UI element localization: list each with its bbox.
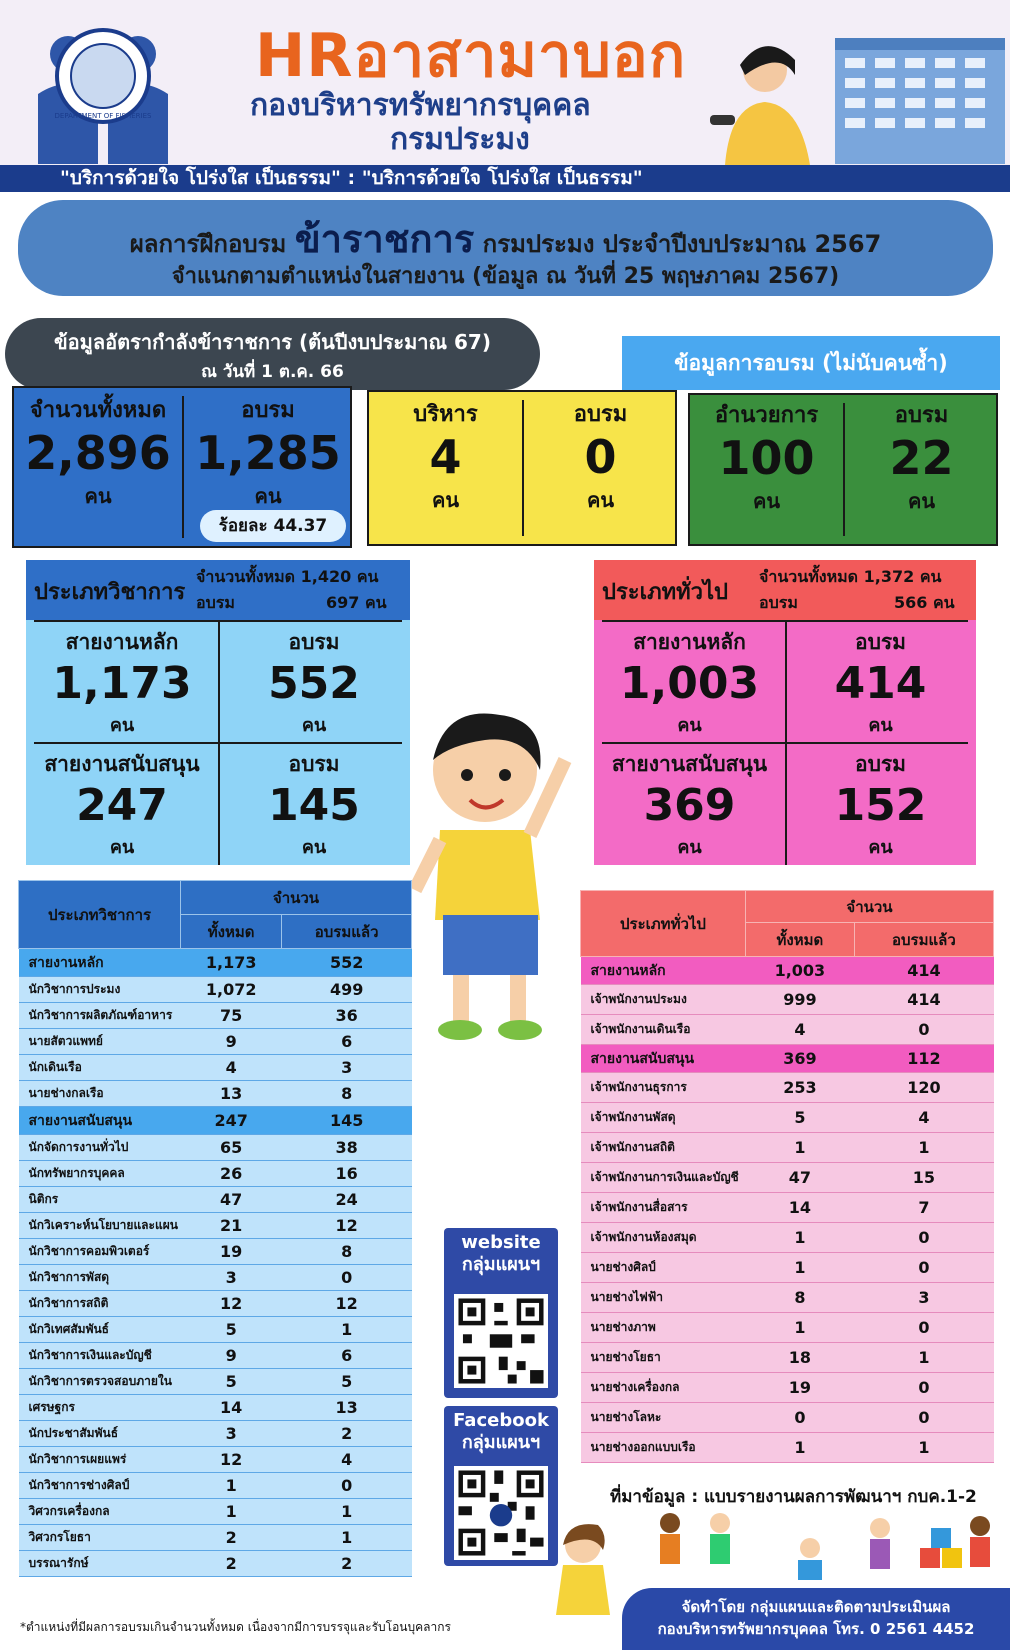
table-cell-name: สายงานหลัก — [19, 949, 181, 977]
academic-header — [26, 560, 410, 620]
data-source: ที่มาข้อมูล : แบบรายงานผลการพัฒนาฯ กบค.1-2 — [610, 1487, 977, 1507]
table-cell-trained: 1 — [854, 1433, 993, 1463]
table-cell-trained: 12 — [282, 1291, 412, 1317]
unit-label: คน — [109, 836, 135, 858]
table-cell-name: นักทรัพยากรบุคคล — [19, 1161, 181, 1187]
general-table-type-header: ประเภททั่วไป — [581, 891, 746, 957]
general-category-box — [594, 560, 976, 865]
table-row — [581, 1313, 994, 1343]
table-cell-total: 9 — [181, 1343, 282, 1369]
facebook-promo-title — [444, 1406, 558, 1454]
table-cell-total: 75 — [181, 1003, 282, 1029]
academic-category-box — [26, 560, 410, 865]
director-trained-value: 22 — [889, 431, 954, 485]
total-value: 2,896 — [25, 426, 171, 480]
trained-value: 1,285 — [195, 426, 341, 480]
table-cell-total: 1,003 — [746, 957, 855, 985]
table-row — [19, 1421, 412, 1447]
footer-credit — [622, 1588, 1010, 1650]
trained-label: อบรม — [241, 398, 295, 423]
table-row — [19, 1029, 412, 1055]
table-cell-total: 1,072 — [181, 977, 282, 1003]
table-row — [19, 1187, 412, 1213]
footer-line-2: กองบริหารทรัพยากรบุคคล โทร. 0 2561 4452 — [657, 1620, 975, 1638]
header-subtitle-division: กองบริหารทรัพยากรบุคคล — [250, 88, 591, 123]
academic-support-label: สายงานสนับสนุน — [44, 752, 200, 776]
table-cell-total: 5 — [181, 1369, 282, 1395]
table-cell-name: นักวิชาการช่างศิลป์ — [19, 1473, 181, 1499]
academic-main-cell — [26, 620, 218, 739]
boy-illustration — [405, 700, 575, 1050]
table-cell-total: 65 — [181, 1135, 282, 1161]
table-row — [19, 1551, 412, 1577]
general-main-trained-label: อบรม — [854, 630, 907, 654]
table-group-row — [581, 1045, 994, 1073]
executive-trained-cell — [524, 396, 677, 516]
table-cell-name: นายสัตวแพทย์ — [19, 1029, 181, 1055]
table-cell-total: 1 — [746, 1433, 855, 1463]
table-cell-name: เจ้าพนักงานพัสดุ — [581, 1103, 746, 1133]
table-cell-total: 3 — [181, 1421, 282, 1447]
table-cell-name: นักเดินเรือ — [19, 1055, 181, 1081]
logo-text: DEPARTMENT OF FISHERIES — [54, 112, 152, 120]
table-cell-name: เจ้าพนักงานสถิติ — [581, 1133, 746, 1163]
general-support-value: 369 — [643, 780, 736, 831]
table-group-row — [19, 1107, 412, 1135]
table-cell-name: นายช่างภาพ — [581, 1313, 746, 1343]
table-cell-name: นักวิชาการสถิติ — [19, 1291, 181, 1317]
table-row — [19, 1135, 412, 1161]
table-cell-total: 4 — [181, 1055, 282, 1081]
header-banner — [0, 0, 1010, 192]
table-cell-name: นักวิชาการผลิตภัณฑ์อาหาร — [19, 1003, 181, 1029]
table-cell-trained: 0 — [854, 1403, 993, 1433]
table-cell-name: นักวิชาการพัสดุ — [19, 1265, 181, 1291]
table-cell-total: 2 — [181, 1551, 282, 1577]
director-value: 100 — [718, 431, 815, 485]
table-cell-trained: 5 — [282, 1369, 412, 1395]
table-cell-name: สายงานหลัก — [581, 957, 746, 985]
table-cell-name: เจ้าพนักงานเดินเรือ — [581, 1015, 746, 1045]
table-row — [19, 1369, 412, 1395]
footer-line-1: จัดทำโดย กลุ่มแผนและติดตามประเมินผล — [681, 1598, 951, 1616]
director-trained-label: อบรม — [894, 403, 949, 428]
table-row — [19, 1265, 412, 1291]
table-row — [581, 1223, 994, 1253]
academic-main-label: สายงานหลัก — [65, 630, 179, 654]
academic-main-trained-label: อบรม — [288, 630, 340, 654]
table-row — [19, 1161, 412, 1187]
general-trained-info-label: อบรม — [759, 593, 798, 612]
unit-label: คน — [868, 714, 893, 736]
table-cell-total: 1 — [746, 1133, 855, 1163]
girl-illustration — [548, 1520, 618, 1620]
general-table-trained-header: อบรมแล้ว — [854, 923, 993, 957]
general-total-info-text: จำนวนทั้งหมด 1,372 คน — [759, 567, 942, 586]
unit-label: คน — [586, 487, 615, 512]
table-row — [581, 1343, 994, 1373]
table-cell-trained: 0 — [854, 1373, 993, 1403]
academic-trained-info-label: อบรม — [196, 593, 235, 612]
table-cell-trained: 6 — [282, 1029, 412, 1055]
academic-support-value: 247 — [76, 780, 168, 831]
table-cell-name: วิศวกรเครื่องกล — [19, 1499, 181, 1525]
academic-table-body — [19, 949, 412, 1577]
slogan-bar: "บริการด้วยใจ โปร่งใส เป็นธรรม" : "บริการด้วยใจ โปร่งใส เป็นธรรม" — [0, 165, 1010, 192]
general-name: ประเภททั่วไป — [602, 580, 729, 605]
table-cell-trained: 36 — [282, 1003, 412, 1029]
table-cell-total: 8 — [746, 1283, 855, 1313]
academic-name: ประเภทวิชาการ — [34, 580, 186, 605]
unit-label: คน — [752, 488, 781, 513]
facebook-group-label: กลุ่มแผนฯ — [461, 1432, 541, 1453]
table-cell-trained: 2 — [282, 1421, 412, 1447]
training-info-label: ข้อมูลการอบรม (ไม่นับคนซ้ำ) — [622, 336, 1000, 390]
table-cell-trained: 0 — [854, 1313, 993, 1343]
table-cell-total: 47 — [746, 1163, 855, 1193]
academic-main-trained-value: 552 — [268, 658, 360, 709]
general-main-trained-cell — [785, 620, 976, 739]
table-cell-trained: 7 — [854, 1193, 993, 1223]
table-cell-total: 1 — [181, 1499, 282, 1525]
table-row — [581, 1403, 994, 1433]
general-main-label: สายงานหลัก — [633, 630, 746, 654]
unit-label: คน — [907, 488, 936, 513]
table-row — [19, 1213, 412, 1239]
table-cell-name: นักวิชาการคอมพิวเตอร์ — [19, 1239, 181, 1265]
table-row — [19, 1055, 412, 1081]
table-cell-total: 5 — [181, 1317, 282, 1343]
academic-grid — [26, 620, 410, 865]
table-cell-name: วิศวกรโยธา — [19, 1525, 181, 1551]
table-cell-total: 247 — [181, 1107, 282, 1135]
table-row — [19, 1473, 412, 1499]
table-cell-total: 5 — [746, 1103, 855, 1133]
table-cell-total: 9 — [181, 1029, 282, 1055]
table-cell-total: 3 — [181, 1265, 282, 1291]
total-cell — [14, 392, 182, 512]
table-cell-trained: 0 — [854, 1015, 993, 1045]
table-cell-trained: 15 — [854, 1163, 993, 1193]
table-cell-total: 47 — [181, 1187, 282, 1213]
table-row — [581, 1193, 994, 1223]
unit-label: คน — [868, 836, 893, 858]
director-trained-cell — [845, 397, 998, 517]
table-cell-trained: 552 — [282, 949, 412, 977]
table-cell-name: นายช่างโยธา — [581, 1343, 746, 1373]
table-cell-trained: 8 — [282, 1239, 412, 1265]
table-cell-trained: 3 — [854, 1283, 993, 1313]
trained-cell — [184, 392, 352, 512]
table-row — [581, 1373, 994, 1403]
table-cell-trained: 414 — [854, 957, 993, 985]
table-row — [581, 1163, 994, 1193]
table-row — [581, 1283, 994, 1313]
total-label: จำนวนทั้งหมด — [29, 398, 167, 423]
table-cell-total: 999 — [746, 985, 855, 1015]
table-cell-name: สายงานสนับสนุน — [581, 1045, 746, 1073]
academic-main-trained-cell — [218, 620, 410, 739]
workforce-rate-title: ข้อมูลอัตรากำลังข้าราชการ (ต้นปีงบประมาณ 67) — [54, 330, 491, 354]
title-prefix: ผลการฝึกอบรม — [129, 230, 287, 258]
table-cell-trained: 1 — [854, 1133, 993, 1163]
table-row — [19, 1395, 412, 1421]
table-cell-name: นายช่างศิลป์ — [581, 1253, 746, 1283]
table-cell-name: นายช่างกลเรือ — [19, 1081, 181, 1107]
table-cell-name: นักวิชาการเผยแพร่ — [19, 1447, 181, 1473]
academic-support-cell — [26, 742, 218, 861]
table-cell-name: เจ้าพนักงานธุรการ — [581, 1073, 746, 1103]
table-cell-total: 4 — [746, 1015, 855, 1045]
table-cell-total: 26 — [181, 1161, 282, 1187]
table-cell-name: นักวิเคราะห์นโยบายและแผน — [19, 1213, 181, 1239]
title-suffix: กรมประมง ประจำปีงบประมาณ 2567 — [482, 230, 882, 258]
table-cell-trained: 0 — [282, 1265, 412, 1291]
table-cell-trained: 24 — [282, 1187, 412, 1213]
director-cell — [690, 397, 843, 517]
general-support-cell — [594, 742, 785, 861]
executive-trained-label: อบรม — [573, 402, 628, 427]
unit-label: คน — [301, 836, 327, 858]
table-row — [19, 977, 412, 1003]
academic-table-type-header: ประเภทวิชาการ — [19, 881, 181, 949]
general-support-trained-label: อบรม — [854, 752, 907, 776]
general-header — [594, 560, 976, 620]
table-cell-total: 14 — [181, 1395, 282, 1421]
executive-value: 4 — [429, 430, 462, 484]
table-cell-trained: 38 — [282, 1135, 412, 1161]
table-cell-trained: 414 — [854, 985, 993, 1015]
table-cell-total: 18 — [746, 1343, 855, 1373]
website-qr-code[interactable] — [454, 1294, 548, 1388]
table-cell-total: 13 — [181, 1081, 282, 1107]
table-cell-trained: 145 — [282, 1107, 412, 1135]
table-cell-total: 1 — [746, 1253, 855, 1283]
table-cell-trained: 4 — [854, 1103, 993, 1133]
academic-total-info-text: จำนวนทั้งหมด 1,420 คน — [196, 567, 379, 586]
table-cell-total: 253 — [746, 1073, 855, 1103]
general-main-value: 1,003 — [619, 658, 760, 709]
website-label: website — [461, 1232, 541, 1253]
table-cell-name: นักวิชาการเงินและบัญชี — [19, 1343, 181, 1369]
table-cell-trained: 2 — [282, 1551, 412, 1577]
general-support-trained-value: 152 — [834, 780, 927, 831]
table-cell-trained: 1 — [282, 1317, 412, 1343]
table-cell-total: 19 — [181, 1239, 282, 1265]
executive-label: บริหาร — [413, 402, 478, 427]
table-cell-trained: 6 — [282, 1343, 412, 1369]
general-trained-info-value: 566 คน — [894, 593, 955, 612]
table-cell-name: นายช่างเครื่องกล — [581, 1373, 746, 1403]
table-cell-trained: 1 — [854, 1343, 993, 1373]
table-cell-trained: 0 — [282, 1473, 412, 1499]
table-cell-trained: 1 — [282, 1499, 412, 1525]
table-cell-name: เจ้าพนักงานประมง — [581, 985, 746, 1015]
announcer-illustration — [700, 30, 830, 165]
workforce-rate-date: ณ วันที่ 1 ต.ค. 66 — [201, 362, 344, 382]
table-cell-name: นายช่างโลหะ — [581, 1403, 746, 1433]
academic-table-count-header: จำนวน — [181, 881, 412, 915]
director-label: อำนวยการ — [714, 403, 819, 428]
academic-table-total-header: ทั้งหมด — [181, 915, 282, 949]
table-cell-name: นิติกร — [19, 1187, 181, 1213]
building-illustration — [815, 18, 1010, 164]
table-row — [19, 1317, 412, 1343]
table-cell-trained: 1 — [282, 1525, 412, 1551]
table-cell-trained: 120 — [854, 1073, 993, 1103]
table-group-row — [19, 949, 412, 977]
table-cell-total: 21 — [181, 1213, 282, 1239]
executive-trained-value: 0 — [584, 430, 617, 484]
table-cell-trained: 8 — [282, 1081, 412, 1107]
table-cell-trained: 13 — [282, 1395, 412, 1421]
director-stat-box — [688, 393, 998, 546]
table-cell-total: 14 — [746, 1193, 855, 1223]
footnote: *ตำแหน่งที่มีผลการอบรมเกินจำนวนทั้งหมด เนื่องจากมีการบรรจุและรับโอนบุคลากร — [20, 1620, 451, 1634]
general-main-cell — [594, 620, 785, 739]
header-title: HRอาสามาบอก — [255, 21, 687, 91]
academic-main-value: 1,173 — [52, 658, 192, 709]
website-promo[interactable] — [444, 1228, 558, 1398]
title-line-2: จำแนกตามตำแหน่งในสายงาน (ข้อมูล ณ วันที่ 25 พฤษภาคม 2567) — [171, 264, 840, 289]
general-table-body — [581, 957, 994, 1463]
table-cell-name: นักจัดการงานทั่วไป — [19, 1135, 181, 1161]
table-cell-name: บรรณารักษ์ — [19, 1551, 181, 1577]
table-row — [19, 1291, 412, 1317]
unit-label: คน — [431, 487, 460, 512]
table-cell-total: 369 — [746, 1045, 855, 1073]
table-cell-total: 1,173 — [181, 949, 282, 977]
table-cell-trained: 112 — [854, 1045, 993, 1073]
executive-stat-box — [367, 390, 677, 546]
academic-support-trained-label: อบรม — [288, 752, 340, 776]
table-cell-name: เศรษฐกร — [19, 1395, 181, 1421]
academic-table-trained-header: อบรมแล้ว — [282, 915, 412, 949]
table-row — [581, 1433, 994, 1463]
trained-percent-badge: ร้อยละ 44.37 — [200, 510, 346, 542]
header-subtitle-department: กรมประมง — [390, 122, 530, 157]
table-row — [581, 1253, 994, 1283]
table-cell-trained: 16 — [282, 1161, 412, 1187]
table-cell-name: นายช่างไฟฟ้า — [581, 1283, 746, 1313]
unit-label: คน — [301, 714, 327, 736]
table-cell-total: 12 — [181, 1291, 282, 1317]
table-cell-trained: 3 — [282, 1055, 412, 1081]
table-cell-name: นักวิชาการตรวจสอบภายใน — [19, 1369, 181, 1395]
website-promo-title — [444, 1228, 558, 1276]
table-cell-name: เจ้าพนักงานการเงินและบัญชี — [581, 1163, 746, 1193]
table-cell-name: เจ้าพนักงานสื่อสาร — [581, 1193, 746, 1223]
table-cell-total: 2 — [181, 1525, 282, 1551]
table-row — [19, 1081, 412, 1107]
table-cell-name: นักวิชาการประมง — [19, 977, 181, 1003]
table-row — [19, 1239, 412, 1265]
table-row — [581, 985, 994, 1015]
table-row — [19, 1525, 412, 1551]
title-banner — [18, 200, 993, 296]
table-row — [581, 1103, 994, 1133]
unit-label: คน — [254, 483, 282, 508]
academic-support-trained-cell — [218, 742, 410, 861]
general-table — [580, 890, 994, 1463]
facebook-promo[interactable] — [444, 1406, 558, 1566]
unit-label: คน — [677, 714, 702, 736]
table-cell-total: 19 — [746, 1373, 855, 1403]
table-cell-name: นายช่างออกแบบเรือ — [581, 1433, 746, 1463]
table-cell-total: 0 — [746, 1403, 855, 1433]
title-highlight: ข้าราชการ — [294, 217, 475, 261]
website-group-label: กลุ่มแผนฯ — [461, 1254, 541, 1275]
unit-label: คน — [677, 836, 702, 858]
table-cell-total: 1 — [746, 1223, 855, 1253]
table-cell-trained: 0 — [854, 1223, 993, 1253]
table-group-row — [581, 957, 994, 985]
general-main-trained-value: 414 — [834, 658, 927, 709]
table-row — [19, 1447, 412, 1473]
academic-trained-info-value: 697 คน — [326, 593, 387, 612]
table-row — [19, 1003, 412, 1029]
facebook-label: Facebook — [453, 1410, 549, 1431]
table-cell-name: เจ้าพนักงานห้องสมุด — [581, 1223, 746, 1253]
department-logo — [8, 14, 188, 164]
general-table-count-header: จำนวน — [746, 891, 994, 923]
table-row — [19, 1343, 412, 1369]
executive-cell — [369, 396, 522, 516]
table-row — [581, 1073, 994, 1103]
unit-label: คน — [109, 714, 135, 736]
table-cell-trained: 12 — [282, 1213, 412, 1239]
table-cell-total: 12 — [181, 1447, 282, 1473]
workforce-rate-label — [5, 318, 540, 390]
table-row — [581, 1015, 994, 1045]
table-cell-trained: 4 — [282, 1447, 412, 1473]
table-row — [581, 1133, 994, 1163]
table-cell-name: สายงานสนับสนุน — [19, 1107, 181, 1135]
general-grid — [594, 620, 976, 865]
unit-label: คน — [84, 483, 112, 508]
table-cell-total: 1 — [181, 1473, 282, 1499]
general-support-trained-cell — [785, 742, 976, 861]
table-cell-name: นักประชาสัมพันธ์ — [19, 1421, 181, 1447]
facebook-qr-code[interactable] — [454, 1466, 548, 1560]
table-cell-total: 1 — [746, 1313, 855, 1343]
children-illustration — [650, 1508, 1000, 1588]
general-support-label: สายงานสนับสนุน — [611, 752, 768, 776]
general-table-total-header: ทั้งหมด — [746, 923, 855, 957]
academic-table — [18, 880, 412, 1577]
table-cell-trained: 499 — [282, 977, 412, 1003]
table-row — [19, 1499, 412, 1525]
academic-support-trained-value: 145 — [268, 780, 360, 831]
table-cell-trained: 0 — [854, 1253, 993, 1283]
table-cell-name: นักวิเทศสัมพันธ์ — [19, 1317, 181, 1343]
